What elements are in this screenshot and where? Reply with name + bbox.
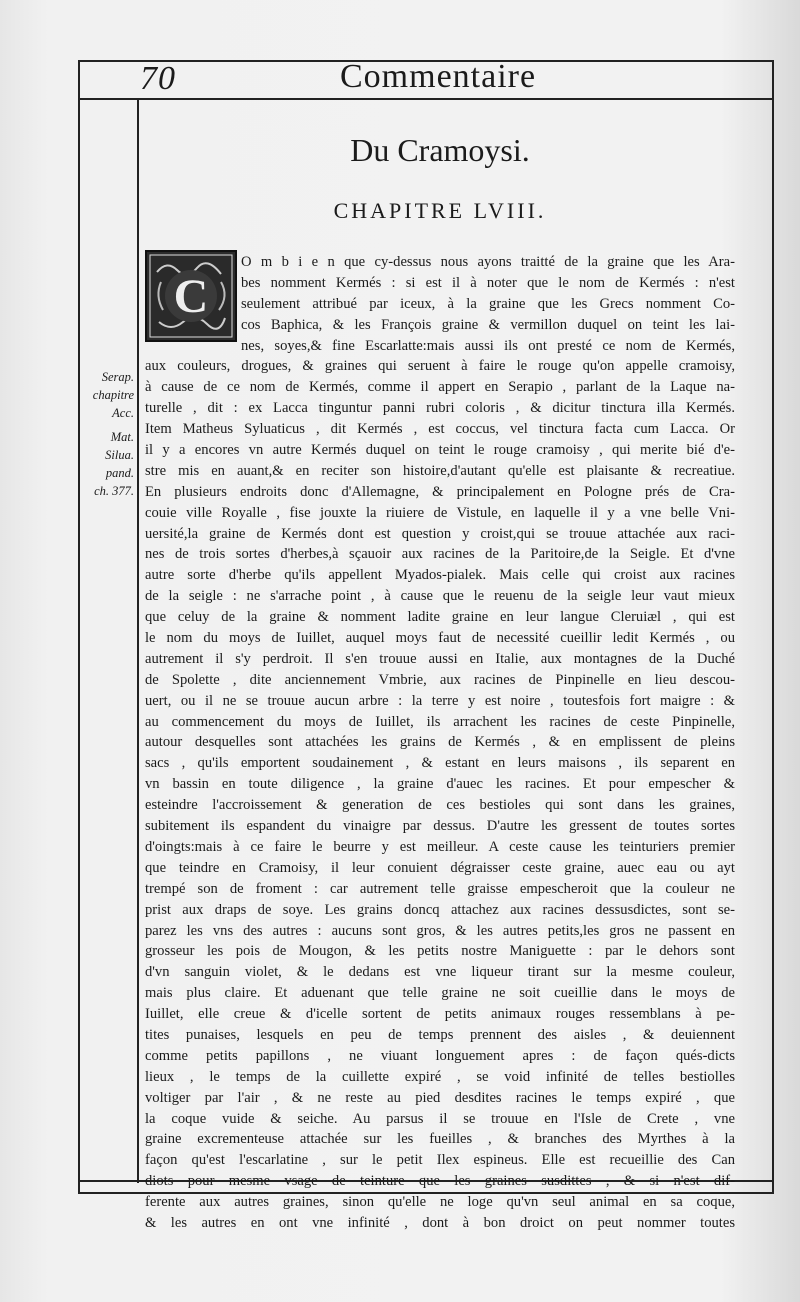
text-line: au commencement du moys de Iuillet, ils arrachent les racines de ceste Pinpinelle, [145,713,735,730]
text-line: autre sorte d'herbe qu'ils appellent Myados-pialek. Mais celle qui croist aux racines [145,567,735,584]
text-line: autour desquelles sont attachées les grains de Kermés , & en emplissent de pleins [145,734,735,751]
text-line: que teindre en Cramoisy, il leur conuient dégraisser ceste graine, auec eau ou ayt [145,859,735,876]
chapter-heading: CHAPITRE LVIII. [333,198,547,223]
text-line: En plusieurs endroits donc d'Allemagne, & principalement en Pologne prés de Cra- [145,483,735,500]
text-line: uersité,la graine de Kermés dont est question y croist,qui se trouue attachée aux raci- [145,525,735,542]
text-line: nes, soyes,& fine Escarlatte:mais aussi ils ont presté ce nom de Kermés, [241,337,735,354]
text-line: comme petits papillons , ne viuant longuement apres : de façon qués-dicts [145,1047,735,1064]
margin-column-rule [137,98,139,1183]
section-title: Du Cramoysi. [350,132,530,168]
text-line: stre mis en auant,& en reciter son histoire,d'autant qu'elle est plaisante & recreatiue. [145,462,735,479]
text-line: la coque vuide & seiche. Au parsus il se trouue en l'Isle de Crete , vne [145,1110,735,1127]
running-title: Commentaire [340,58,537,95]
text-line: aux couleurs, drogues, & graines qui seruent à faire le rouge qu'on appelle cramoisy, [145,358,735,375]
text-line: lieux , le temps de la cuillette expiré , se void infinité de telles bestiolles [145,1068,735,1085]
marginal-notes [84,368,134,500]
text-line: ferente aux autres graines, sinon qu'elle ne loge qu'vn seul animal en sa coque, [145,1194,735,1211]
text-line: mais plus claire. Et aduenant que telle graine ne soit cueillie dans le moys de [145,985,735,1002]
text-line: cos Baphica, & les François graine & vermillon duquel on teint les lai- [241,316,735,333]
chapter-body [145,252,735,1234]
text-line: le nom du moys de Iuillet, auquel moys faut de necessité cueillir ledit Kermés , ou [145,630,735,647]
text-line: bes nomment Kermés : si est il à noter que le nom de Kermés : n'est [241,274,735,291]
text-line: voltiger par l'air , & ne reste au pied desdites racines le temps expiré , que [145,1089,735,1106]
margin-note: ch. 377. [94,484,134,498]
text-line: de la seigle : ne s'arrache point , à cause que le reuenu de la seigle leur vaut mieux [145,588,735,605]
text-line: turelle , dit : ex Lacca tinguntur panni rubri coloris , & dicitur tinctura illa Kermés. [145,400,735,417]
text-line: façon qu'est l'escarlatine , sur le petit Ilex espineus. Elle est recueillie des Can [145,1152,735,1169]
text-line: il y a encores vn autre Kermés duquel on teint le rouge cramoisy , qui merite bié d'e- [145,442,735,459]
text-line: que celuy de la graine & nomment ladite graine en leur langue Cleruiæl , qui est [145,609,735,626]
text-line: Item Matheus Syluaticus , dit Kermés , est coccus, vel tinctura facta cum Lacca. Or [145,421,735,438]
margin-note: Silua. [105,448,134,462]
text-line: graine excrementeuse attachée sur les fueilles , & branches des Myrthes à la [145,1131,735,1148]
text-line: trempé son de froment : car autrement telle graisse empescheroit que la couleur ne [145,880,735,897]
text-line: subitement ils espandent du vinaigre par dessus. D'autre les gressent de toutes sortes [145,818,735,835]
text-line: Iuillet, elle creue & d'icelle sortent de petits animaux rouges ressemblans à pe- [145,1006,735,1023]
page-number: 70 [140,60,176,97]
text-line: d'vn sanguin violet, & le dedans est vne liqueur tirant sur la mesme couleur, [145,964,735,981]
drop-cap-letter: C [173,270,209,323]
margin-note: Mat. [110,430,134,444]
margin-note: chapitre [92,388,134,402]
text-line: couie ville Royalle , fise jouxte la riuiere de Vistule, en laquelle il y a vne belle Vni- [145,504,735,521]
text-line: uert, ou il ne se trouue aucun arbre : la terre y est noire , toutesfois fort maigre : & [145,692,735,709]
text-line: autrement il s'y perdroit. Il s'en trouue aussi en Italie, aux montagnes de la Duché [145,650,735,667]
margin-note: Serap. [101,370,134,384]
text-line: esteindre l'accroissement & generation de ces bestioles qui sont dans les graines, [145,797,735,814]
text-line: diots pour mesme vsage de teinture que les graines susdittes , & si n'est dif- [145,1173,735,1190]
text-line: seulement attribué par iceux, à la graine que les Grecs nomment Co- [241,295,735,312]
text-line: & les autres en ont vne infinité , dont à bon droict on peut nommer toutes [145,1214,735,1231]
text-line: de Spolette , dite anciennement Vmbrie, aux racines de Pinpinelle en lieu descou- [145,671,735,688]
text-line: nes de trois sortes d'herbes,à sçauoir aux racines de la Paritoire,de la Seigle. Et d'vne [145,546,735,563]
text-line: O m b i e n que cy-dessus nous ayons traitté de la graine que les Ara- [241,254,735,270]
text-line: parez les vns des autres : aucuns sont gros, & les autres petits,les gros ne passent en [145,922,735,939]
margin-note: Acc. [112,406,134,420]
margin-note: pand. [105,466,134,480]
text-line: vn bassin en toute diligence , la graine d'auec les racines. Et pour empescher & [145,776,735,793]
text-line: grosseur les pois de Mougon, & les petits nostre Maniguette : par le dehors sont [145,943,735,960]
text-line: prist aux draps de soye. Les grains doncq attachez aux racines dessusdictes, sont se- [145,901,735,918]
text-line: d'oingts:mais à ce faire le beurre y est meilleur. A ceste cause les teinturiers premier [145,838,735,855]
text-line: sacs , qu'ils emportent soudainement , & estant en leurs maisons , ils separent en [145,755,735,772]
header-rule [78,98,772,100]
text-line: tites punaises, lesquels en peu de temps prennent des aisles , & deuiennent [145,1026,735,1043]
text-line: à cause de ce nom de Kermés, comme il appert en Serapio , parlant de la Laque na- [145,379,735,396]
